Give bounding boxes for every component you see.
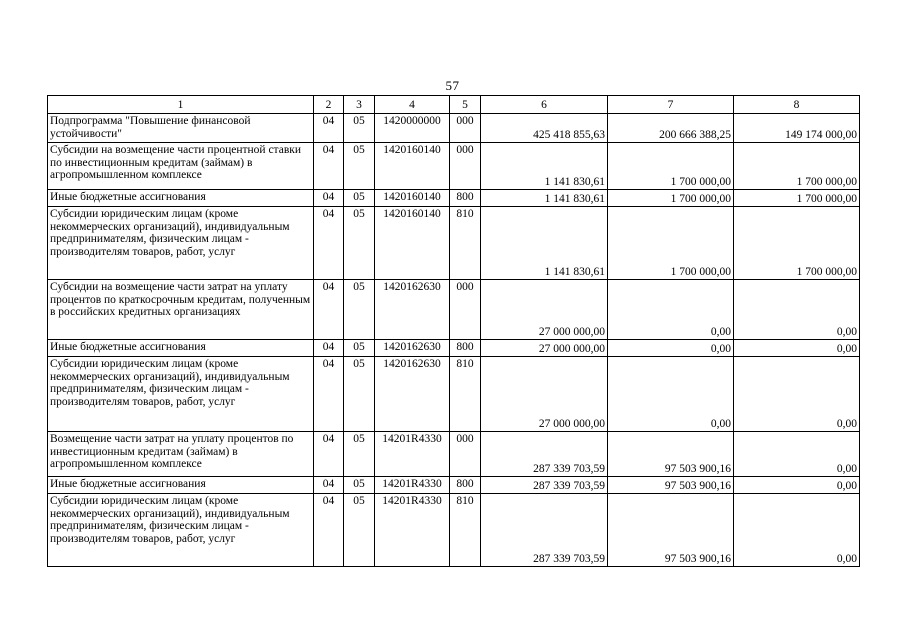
- amount-col-7: 97 503 900,16: [608, 494, 734, 567]
- expense-type-code: 000: [450, 143, 481, 190]
- row-name: Субсидии на возмещение части процентной ставки по инвестиционным кредитам (займам) в агропромышленном комплексе: [48, 143, 314, 190]
- amount-col-8: 1 700 000,00: [734, 190, 860, 207]
- subsection-code: 05: [344, 190, 375, 207]
- table-row: [48, 190, 860, 207]
- section-code: 04: [314, 207, 344, 280]
- subsection-code: 05: [344, 432, 375, 477]
- amount-col-7: 0,00: [608, 357, 734, 432]
- amount-col-7: 0,00: [608, 280, 734, 340]
- column-header: 5: [450, 96, 481, 114]
- amount-col-8: 149 174 000,00: [734, 114, 860, 143]
- table-row: [48, 143, 860, 190]
- amount-col-6: 287 339 703,59: [481, 477, 608, 494]
- target-article-code: 1420000000: [375, 114, 450, 143]
- section-code: 04: [314, 432, 344, 477]
- amount-col-6: 287 339 703,59: [481, 432, 608, 477]
- target-article-code: 1420162630: [375, 280, 450, 340]
- amount-col-8: 0,00: [734, 357, 860, 432]
- subsection-code: 05: [344, 477, 375, 494]
- column-header: 2: [314, 96, 344, 114]
- amount-col-7: 0,00: [608, 340, 734, 357]
- row-name: Иные бюджетные ассигнования: [48, 477, 314, 494]
- amount-col-8: 1 700 000,00: [734, 207, 860, 280]
- expense-type-code: 810: [450, 357, 481, 432]
- table-row: [48, 280, 860, 340]
- budget-table: [47, 95, 860, 567]
- table-header-row: [48, 96, 860, 114]
- column-header: 3: [344, 96, 375, 114]
- amount-col-7: 97 503 900,16: [608, 477, 734, 494]
- amount-col-7: 1 700 000,00: [608, 207, 734, 280]
- expense-type-code: 800: [450, 477, 481, 494]
- amount-col-6: 1 141 830,61: [481, 190, 608, 207]
- subsection-code: 05: [344, 340, 375, 357]
- expense-type-code: 810: [450, 207, 481, 280]
- subsection-code: 05: [344, 357, 375, 432]
- row-name: Субсидии юридическим лицам (кроме некоммерческих организаций), индивидуальным предпринимателям, физическим лицам - производителям товаров, работ, услуг: [48, 357, 314, 432]
- amount-col-6: 27 000 000,00: [481, 357, 608, 432]
- amount-col-8: 0,00: [734, 477, 860, 494]
- section-code: 04: [314, 477, 344, 494]
- table-row: [48, 207, 860, 280]
- expense-type-code: 800: [450, 340, 481, 357]
- target-article-code: 1420160140: [375, 143, 450, 190]
- amount-col-6: 27 000 000,00: [481, 280, 608, 340]
- amount-col-8: 0,00: [734, 340, 860, 357]
- amount-col-8: 0,00: [734, 432, 860, 477]
- amount-col-7: 200 666 388,25: [608, 114, 734, 143]
- section-code: 04: [314, 340, 344, 357]
- amount-col-6: 287 339 703,59: [481, 494, 608, 567]
- section-code: 04: [314, 143, 344, 190]
- row-name: Возмещение части затрат на уплату процентов по инвестиционным кредитам (займам) в агропромышленном комплексе: [48, 432, 314, 477]
- column-header: 1: [48, 96, 314, 114]
- amount-col-8: 1 700 000,00: [734, 143, 860, 190]
- amount-col-6: 1 141 830,61: [481, 207, 608, 280]
- section-code: 04: [314, 494, 344, 567]
- table-row: [48, 432, 860, 477]
- amount-col-8: 0,00: [734, 280, 860, 340]
- amount-col-6: 425 418 855,63: [481, 114, 608, 143]
- subsection-code: 05: [344, 207, 375, 280]
- target-article-code: 1420162630: [375, 357, 450, 432]
- column-header: 7: [608, 96, 734, 114]
- subsection-code: 05: [344, 494, 375, 567]
- subsection-code: 05: [344, 143, 375, 190]
- expense-type-code: 000: [450, 432, 481, 477]
- amount-col-7: 1 700 000,00: [608, 190, 734, 207]
- table-row: [48, 494, 860, 567]
- expense-type-code: 000: [450, 114, 481, 143]
- section-code: 04: [314, 280, 344, 340]
- column-header: 6: [481, 96, 608, 114]
- expense-type-code: 000: [450, 280, 481, 340]
- target-article-code: 14201R4330: [375, 432, 450, 477]
- expense-type-code: 800: [450, 190, 481, 207]
- column-header: 8: [734, 96, 860, 114]
- target-article-code: 1420160140: [375, 190, 450, 207]
- amount-col-6: 27 000 000,00: [481, 340, 608, 357]
- target-article-code: 1420160140: [375, 207, 450, 280]
- row-name: Иные бюджетные ассигнования: [48, 340, 314, 357]
- table-row: [48, 114, 860, 143]
- column-header: 4: [375, 96, 450, 114]
- amount-col-7: 97 503 900,16: [608, 432, 734, 477]
- expense-type-code: 810: [450, 494, 481, 567]
- section-code: 04: [314, 114, 344, 143]
- amount-col-7: 1 700 000,00: [608, 143, 734, 190]
- row-name: Иные бюджетные ассигнования: [48, 190, 314, 207]
- row-name: Субсидии юридическим лицам (кроме некоммерческих организаций), индивидуальным предпринимателям, физическим лицам - производителям товаров, работ, услуг: [48, 494, 314, 567]
- target-article-code: 14201R4330: [375, 477, 450, 494]
- subsection-code: 05: [344, 114, 375, 143]
- section-code: 04: [314, 357, 344, 432]
- target-article-code: 1420162630: [375, 340, 450, 357]
- target-article-code: 14201R4330: [375, 494, 450, 567]
- subsection-code: 05: [344, 280, 375, 340]
- amount-col-6: 1 141 830,61: [481, 143, 608, 190]
- table-row: [48, 477, 860, 494]
- section-code: 04: [314, 190, 344, 207]
- table-row: [48, 340, 860, 357]
- row-name: Субсидии юридическим лицам (кроме некоммерческих организаций), индивидуальным предпринимателям, физическим лицам - производителям товаров, работ, услуг: [48, 207, 314, 280]
- row-name: Подпрограмма "Повышение финансовой устойчивости": [48, 114, 314, 143]
- table-row: [48, 357, 860, 432]
- page-number: 57: [445, 78, 460, 93]
- amount-col-8: 0,00: [734, 494, 860, 567]
- row-name: Субсидии на возмещение части затрат на уплату процентов по краткосрочным кредитам, полученным в российских кредитных организациях: [48, 280, 314, 340]
